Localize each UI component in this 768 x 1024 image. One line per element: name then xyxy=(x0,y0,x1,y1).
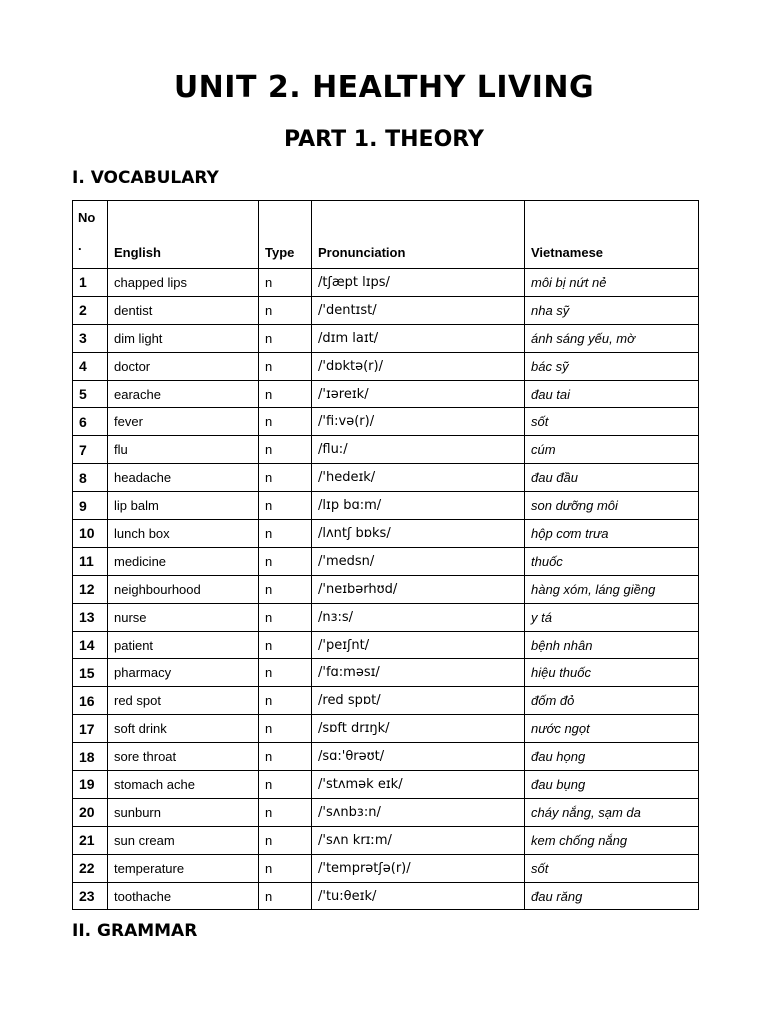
row-number: 13 xyxy=(73,603,108,631)
pronunciation: /lʌntʃ bɒks/ xyxy=(312,520,525,548)
header-english: English xyxy=(108,201,259,269)
word-type: n xyxy=(259,520,312,548)
row-number: 15 xyxy=(73,659,108,687)
row-number: 2 xyxy=(73,296,108,324)
word-type: n xyxy=(259,492,312,520)
word-type: n xyxy=(259,296,312,324)
pronunciation: /'sʌn krɪːm/ xyxy=(312,826,525,854)
vietnamese-meaning: đau răng xyxy=(525,882,699,910)
vietnamese-meaning: đau đầu xyxy=(525,464,699,492)
row-number: 14 xyxy=(73,631,108,659)
vietnamese-meaning: bệnh nhân xyxy=(525,631,699,659)
vietnamese-meaning: sốt xyxy=(525,408,699,436)
row-number: 1 xyxy=(73,269,108,297)
row-number: 6 xyxy=(73,408,108,436)
table-row xyxy=(73,324,699,352)
row-number: 4 xyxy=(73,352,108,380)
english-word: temperature xyxy=(108,854,259,882)
table-row xyxy=(73,352,699,380)
pronunciation: /dɪm laɪt/ xyxy=(312,324,525,352)
vietnamese-meaning: cháy nắng, sạm da xyxy=(525,798,699,826)
word-type: n xyxy=(259,603,312,631)
english-word: fever xyxy=(108,408,259,436)
header-vietnamese: Vietnamese xyxy=(525,201,699,269)
vietnamese-meaning: đau tai xyxy=(525,380,699,408)
row-number: 19 xyxy=(73,771,108,799)
english-word: doctor xyxy=(108,352,259,380)
row-number: 3 xyxy=(73,324,108,352)
pronunciation: /tʃæpt lɪps/ xyxy=(312,269,525,297)
word-type: n xyxy=(259,547,312,575)
english-word: dentist xyxy=(108,296,259,324)
vietnamese-meaning: y tá xyxy=(525,603,699,631)
pronunciation: /red spɒt/ xyxy=(312,687,525,715)
row-number: 5 xyxy=(73,380,108,408)
english-word: sunburn xyxy=(108,798,259,826)
row-number: 16 xyxy=(73,687,108,715)
word-type: n xyxy=(259,436,312,464)
word-type: n xyxy=(259,324,312,352)
row-number: 7 xyxy=(73,436,108,464)
english-word: medicine xyxy=(108,547,259,575)
header-pronunciation: Pronunciation xyxy=(312,201,525,269)
vietnamese-meaning: nước ngọt xyxy=(525,715,699,743)
vietnamese-meaning: thuốc xyxy=(525,547,699,575)
row-number: 17 xyxy=(73,715,108,743)
header-no xyxy=(73,201,108,269)
english-word: dim light xyxy=(108,324,259,352)
vietnamese-meaning: đau họng xyxy=(525,743,699,771)
unit-title: UNIT 2. HEALTHY LIVING xyxy=(173,70,595,105)
table-body xyxy=(73,269,699,910)
pronunciation: /'medsn/ xyxy=(312,547,525,575)
row-number: 10 xyxy=(73,520,108,548)
vietnamese-meaning: hàng xóm, láng giềng xyxy=(525,575,699,603)
vietnamese-meaning: bác sỹ xyxy=(525,352,699,380)
word-type: n xyxy=(259,408,312,436)
table-row xyxy=(73,882,699,910)
vietnamese-meaning: hộp cơm trưa xyxy=(525,520,699,548)
part-title: PART 1. THEORY xyxy=(284,127,484,152)
english-word: chapped lips xyxy=(108,269,259,297)
english-word: red spot xyxy=(108,687,259,715)
word-type: n xyxy=(259,380,312,408)
english-word: earache xyxy=(108,380,259,408)
pronunciation: /nɜ:s/ xyxy=(312,603,525,631)
table-row xyxy=(73,492,699,520)
table-header xyxy=(73,201,699,269)
pronunciation: /'peɪʃnt/ xyxy=(312,631,525,659)
table-row xyxy=(73,854,699,882)
word-type: n xyxy=(259,743,312,771)
english-word: toothache xyxy=(108,882,259,910)
pronunciation: /'neɪbərhʊd/ xyxy=(312,575,525,603)
word-type: n xyxy=(259,464,312,492)
english-word: flu xyxy=(108,436,259,464)
word-type: n xyxy=(259,631,312,659)
table-row xyxy=(73,547,699,575)
table-row xyxy=(73,296,699,324)
pronunciation: /sɑ:'θrəʊt/ xyxy=(312,743,525,771)
row-number: 22 xyxy=(73,854,108,882)
word-type: n xyxy=(259,854,312,882)
word-type: n xyxy=(259,771,312,799)
table-row xyxy=(73,715,699,743)
vietnamese-meaning: hiệu thuốc xyxy=(525,659,699,687)
table-row xyxy=(73,408,699,436)
word-type: n xyxy=(259,575,312,603)
table-row xyxy=(73,631,699,659)
pronunciation: /'dɒktə(r)/ xyxy=(312,352,525,380)
pronunciation: /'dentɪst/ xyxy=(312,296,525,324)
row-number: 23 xyxy=(73,882,108,910)
word-type: n xyxy=(259,798,312,826)
table-row xyxy=(73,687,699,715)
english-word: neighbourhood xyxy=(108,575,259,603)
word-type: n xyxy=(259,826,312,854)
table-row xyxy=(73,603,699,631)
vietnamese-meaning: sốt xyxy=(525,854,699,882)
pronunciation: /'sʌnbɜ:n/ xyxy=(312,798,525,826)
vietnamese-meaning: đốm đỏ xyxy=(525,687,699,715)
table-row xyxy=(73,520,699,548)
table-row xyxy=(73,436,699,464)
pronunciation: /'fi:və(r)/ xyxy=(312,408,525,436)
row-number: 8 xyxy=(73,464,108,492)
pronunciation: /flu:/ xyxy=(312,436,525,464)
vietnamese-meaning: môi bị nứt nẻ xyxy=(525,269,699,297)
pronunciation: /sɒft drɪŋk/ xyxy=(312,715,525,743)
row-number: 11 xyxy=(73,547,108,575)
word-type: n xyxy=(259,715,312,743)
english-word: headache xyxy=(108,464,259,492)
table-row xyxy=(73,464,699,492)
word-type: n xyxy=(259,269,312,297)
english-word: stomach ache xyxy=(108,771,259,799)
pronunciation: /'ɪəreɪk/ xyxy=(312,380,525,408)
english-word: sore throat xyxy=(108,743,259,771)
english-word: soft drink xyxy=(108,715,259,743)
english-word: sun cream xyxy=(108,826,259,854)
row-number: 21 xyxy=(73,826,108,854)
table-row xyxy=(73,743,699,771)
english-word: pharmacy xyxy=(108,659,259,687)
table-row xyxy=(73,771,699,799)
pronunciation: /'temprətʃə(r)/ xyxy=(312,854,525,882)
vietnamese-meaning: đau bụng xyxy=(525,771,699,799)
english-word: lunch box xyxy=(108,520,259,548)
table-row xyxy=(73,269,699,297)
english-word: lip balm xyxy=(108,492,259,520)
pronunciation: /'tu:θeɪk/ xyxy=(312,882,525,910)
row-number: 9 xyxy=(73,492,108,520)
header-row xyxy=(73,201,699,269)
word-type: n xyxy=(259,882,312,910)
word-type: n xyxy=(259,687,312,715)
header-type: Type xyxy=(259,201,312,269)
table-row xyxy=(73,575,699,603)
pronunciation: /lɪp bɑ:m/ xyxy=(312,492,525,520)
table-row xyxy=(73,798,699,826)
vietnamese-meaning: son dưỡng môi xyxy=(525,492,699,520)
row-number: 18 xyxy=(73,743,108,771)
table-row xyxy=(73,659,699,687)
grammar-heading: II. GRAMMAR xyxy=(72,921,198,941)
row-number: 20 xyxy=(73,798,108,826)
vietnamese-meaning: ánh sáng yếu, mờ xyxy=(525,324,699,352)
vietnamese-meaning: nha sỹ xyxy=(525,296,699,324)
header-no-line1: No xyxy=(78,210,96,225)
vocabulary-table xyxy=(72,200,699,910)
table-row xyxy=(73,380,699,408)
english-word: patient xyxy=(108,631,259,659)
vocabulary-heading: I. VOCABULARY xyxy=(72,168,219,188)
table-row xyxy=(73,826,699,854)
english-word: nurse xyxy=(108,603,259,631)
row-number: 12 xyxy=(73,575,108,603)
vietnamese-meaning: cúm xyxy=(525,436,699,464)
word-type: n xyxy=(259,659,312,687)
header-no-line2: . xyxy=(78,238,82,253)
vietnamese-meaning: kem chống nắng xyxy=(525,826,699,854)
pronunciation: /'stʌmək eɪk/ xyxy=(312,771,525,799)
pronunciation: /'hedeɪk/ xyxy=(312,464,525,492)
word-type: n xyxy=(259,352,312,380)
pronunciation: /'fɑ:məsɪ/ xyxy=(312,659,525,687)
